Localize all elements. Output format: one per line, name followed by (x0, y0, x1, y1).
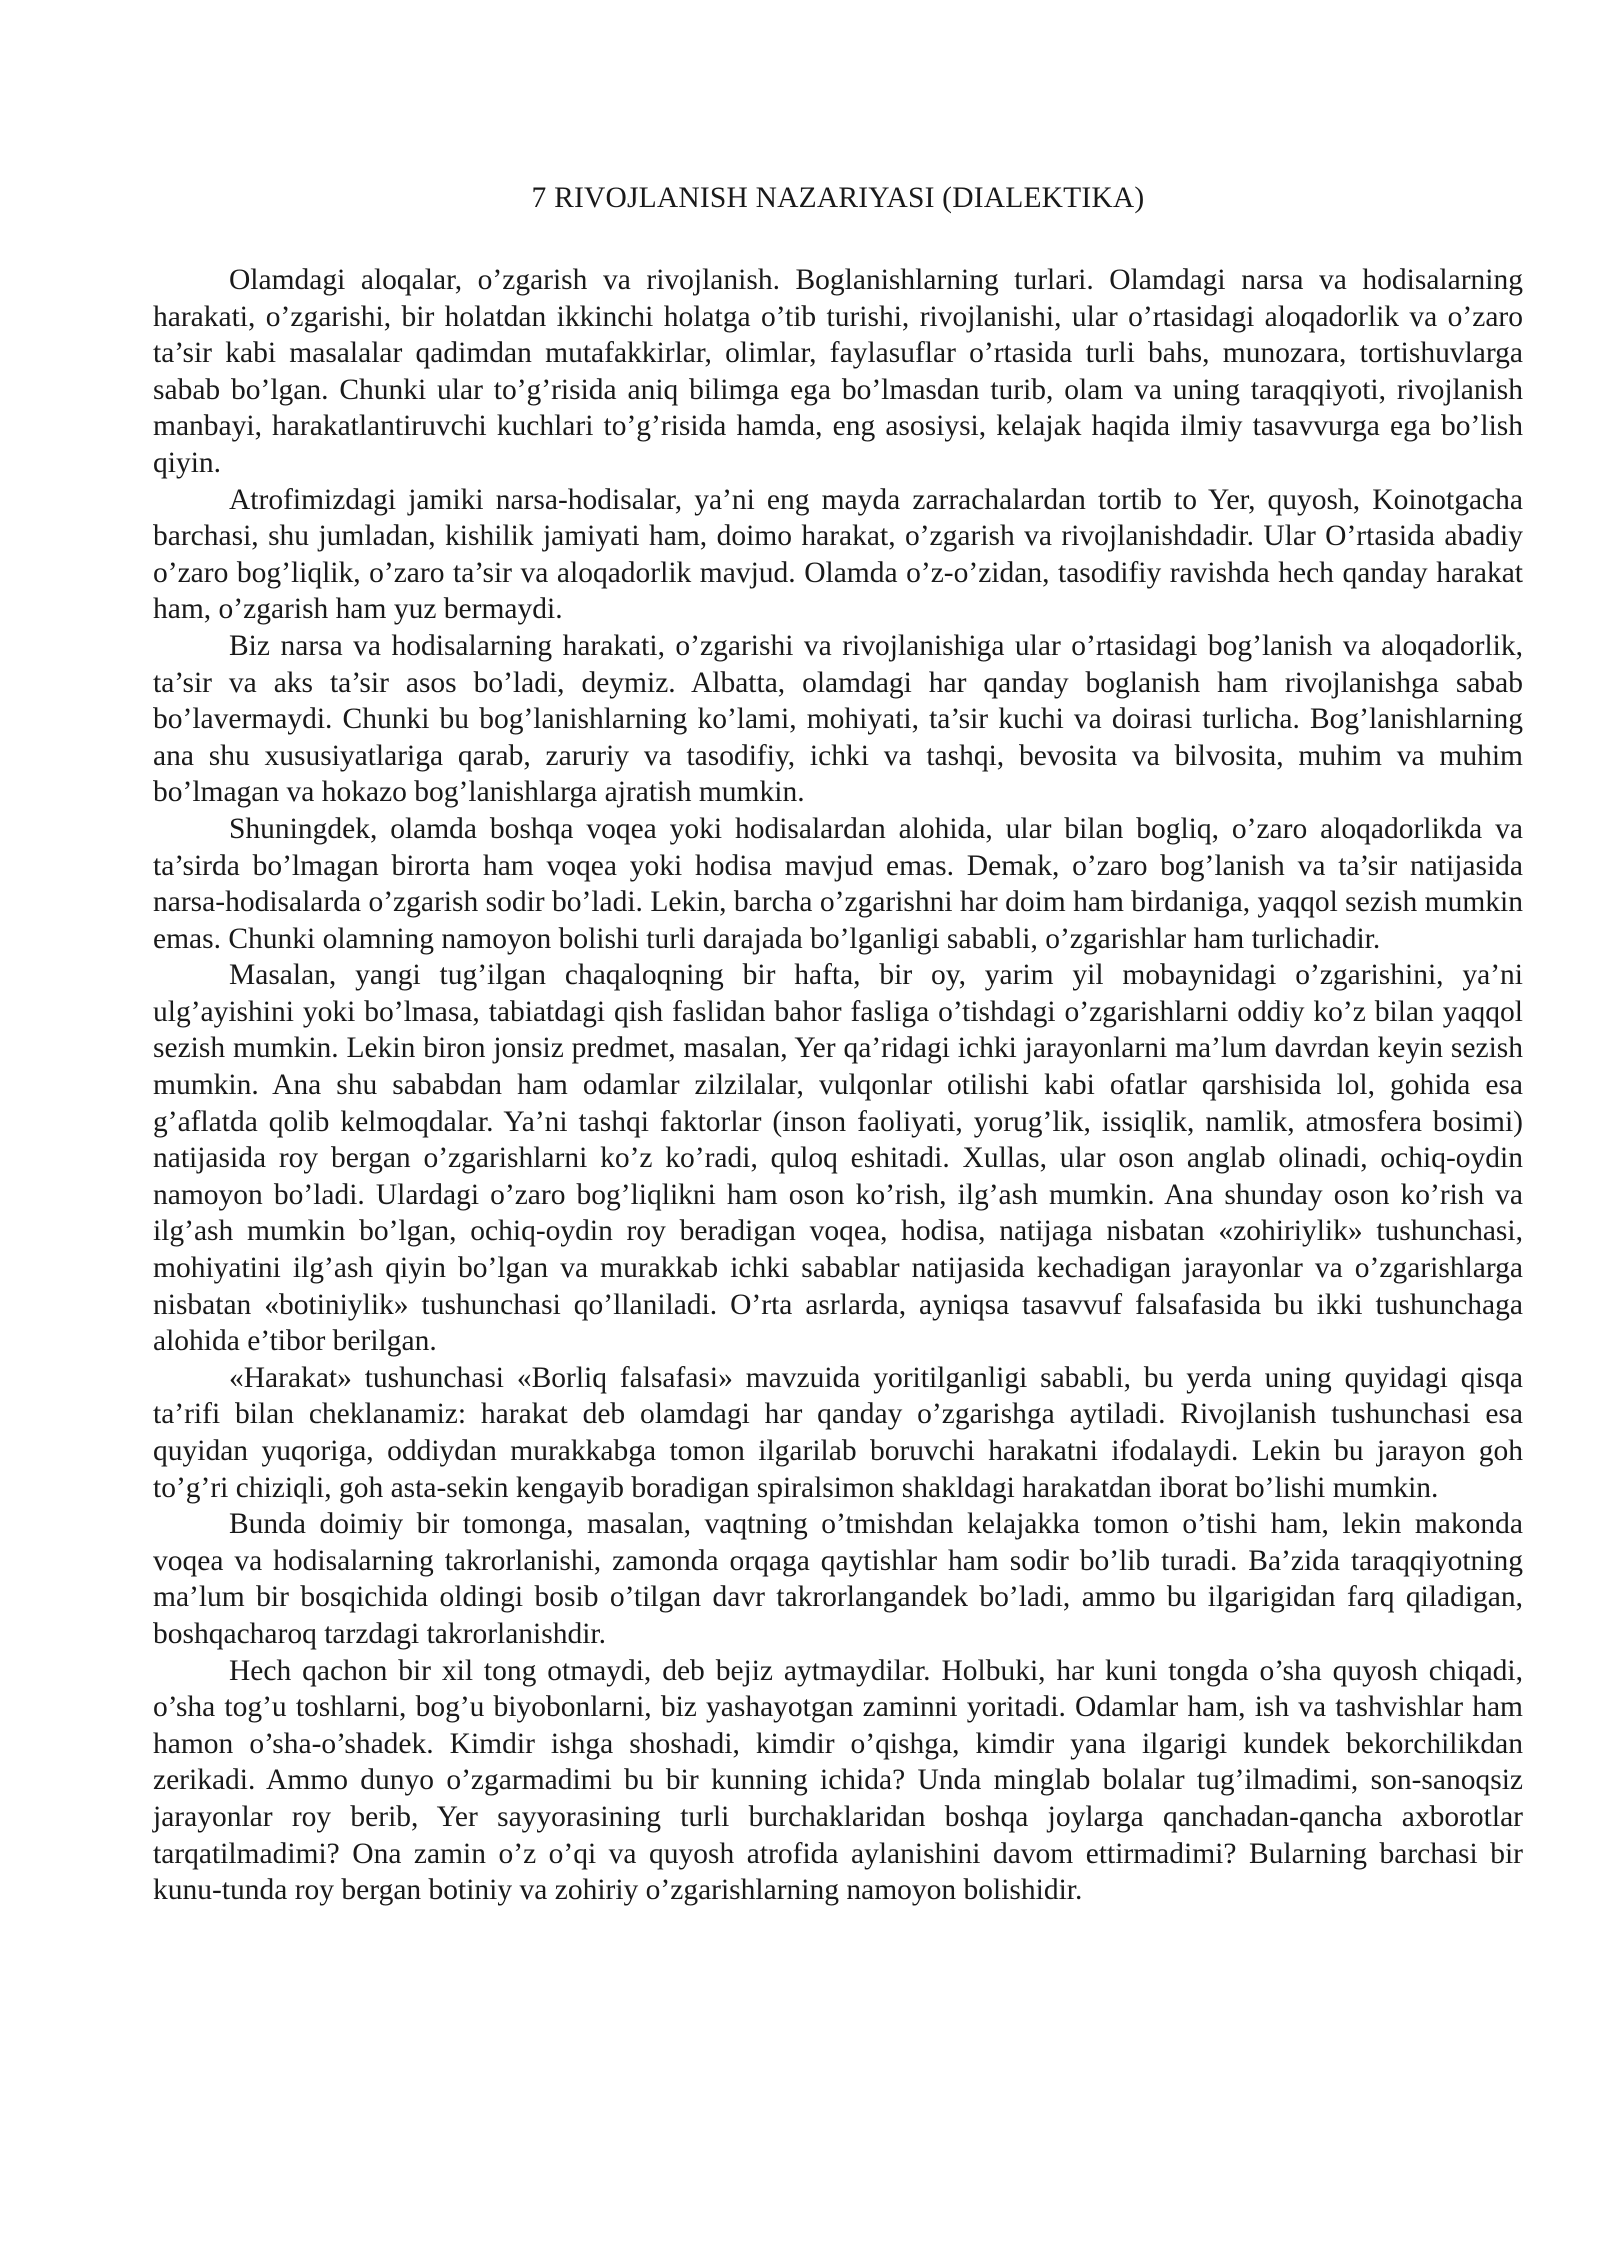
paragraph-2: Atrofimizdagi jamiki narsa-hodisalar, ya’ni eng mayda zarrachalardan tortib to Yer, quyosh, Koinotgacha barchasi, shu jumladan, kishilik jamiyati ham, doimo harakat, o’zgarish va rivojlanishdadir. Ular O’rtasida abadiy o’zaro bog’liqlik, o’zaro ta’sir va aloqadorlik mavjud. Olamda o’z-o’zidan, tasodifiy ravishda hech qanday harakat ham, o’zgarish ham yuz bermaydi. (153, 483, 1523, 626)
document-title: 7 RIVOJLANISH NAZARIYASI (DIALEKTIKA) (531, 182, 1145, 214)
paragraph-1: Olamdagi aloqalar, o’zgarish va rivojlanish. Boglanishlarning turlari. Olamdagi narsa va hodisalarning harakati, o’zgarishi, bir holatdan ikkinchi holatga o’tib turishi, rivojlanishi, ular o’rtasidagi aloqadorlik va o’zaro ta’sir kabi masalalar qadimdan mutafakkirlar, olimlar, faylasuflar o’rtasida turli bahs, munozara, tortishuvlarga sabab bo’lgan. Chunki ular to’g’risida aniq bilimga ega bo’lmasdan turib, olam va uning taraqqiyoti, rivojlanish manbayi, harakatlantiruvchi kuchlari to’g’risida hamda, eng asosiysi, kelajak haqida ilmiy tasavvurga ega bo’lish qiyin. (153, 264, 1523, 479)
paragraph-3: Biz narsa va hodisalarning harakati, o’zgarishi va rivojlanishiga ular o’rtasidagi bog’lanish va aloqadorlik, ta’sir va aks ta’sir asos bo’ladi, deymiz. Albatta, olamdagi har qanday boglanish ham rivojlanishga sabab bo’lavermaydi. Chunki bu bog’lanishlarning ko’lami, mohiyati, ta’sir kuchi va doirasi turlicha. Bog’lanishlarning ana shu xususiyatlariga qarab, zaruriy va tasodifiy, ichki va tashqi, bevosita va bilvosita, muhim va muhim bo’lmagan va hokazo bog’lanishlarga ajratish mumkin. (153, 629, 1523, 809)
document-page (153, 180, 1523, 1909)
paragraph-5: Masalan, yangi tug’ilgan chaqaloqning bir hafta, bir oy, yarim yil mobaynidagi o’zgarishini, ya’ni ulg’ayishini yoki bo’lmasa, tabiatdagi qish faslidan bahor fasliga o’tishdagi o’zgarishlarni oddiy ko’z bilan yaqqol sezish mumkin. Lekin biron jonsiz predmet, masalan, Yer qa’ridagi ichki jarayonlarni ma’lum davrdan keyin sezish mumkin. Ana shu sababdan ham odamlar zilzilalar, vulqonlar otilishi kabi ofatlar qarshisida lol, gohida esa g’aflatda qolib kelmoqdalar. Ya’ni tashqi faktorlar (inson faoliyati, yorug’lik, issiqlik, namlik, atmosfera bosimi) natijasida roy bergan o’zgarishlarni ko’z ko’radi, quloq eshitadi. Xullas, ular oson anglab olinadi, ochiq-oydin namoyon bo’ladi. Ulardagi o’zaro bog’liqlikni ham oson ko’rish, ilg’ash mumkin. Ana shunday oson ko’rish va ilg’ash mumkin bo’lgan, ochiq-oydin roy beradigan voqea, hodisa, natijaga nisbatan «zohiriylik» tushunchasi, mohiyatini ilg’ash qiyin bo’lgan va murakkab ichki sabablar natijasida kechadigan jarayonlar va o’zgarishlarga nisbatan «botiniylik» tushunchasi qo’llaniladi. O’rta asrlarda, ayniqsa tasavvuf falsafasida bu ikki tushunchaga alohida e’tibor berilgan. (153, 959, 1523, 1358)
paragraph-6: «Harakat» tushunchasi «Borliq falsafasi» mavzuida yoritilganligi sababli, bu yerda uning quyidagi qisqa ta’rifi bilan cheklanamiz: harakat deb olamdagi har qanday o’zgarishga aytiladi. Rivojlanish tushunchasi esa quyidan yuqoriga, oddiydan murakkabga tomon ilgarilab boruvchi harakatni ifodalaydi. Lekin bu jarayon goh to’g’ri chiziqli, goh asta-sekin kengayib boradigan spiralsimon shakldagi harakatdan iborat bo’lishi mumkin. (153, 1361, 1523, 1504)
paragraph-4: Shuningdek, olamda boshqa voqea yoki hodisalardan alohida, ular bilan bogliq, o’zaro aloqadorlikda va ta’sirda bo’lmagan birorta ham voqea yoki hodisa mavjud emas. Demak, o’zaro bog’lanish va ta’sir natijasida narsa-hodisalarda o’zgarish sodir bo’ladi. Lekin, barcha o’zgarishni har doim ham birdaniga, yaqqol sezish mumkin emas. Chunki olamning namoyon bolishi turli darajada bo’lganligi sababli, o’zgarishlar ham turlichadir. (153, 812, 1523, 955)
paragraph-7: Bunda doimiy bir tomonga, masalan, vaqtning o’tmishdan kelajakka tomon o’tishi ham, lekin makonda voqea va hodisalarning takrorlanishi, zamonda orqaga qaytishlar ham sodir bo’lib turadi. Ba’zida taraqqiyotning ma’lum bir bosqichida oldingi bosib o’tilgan davr takrorlangandek bo’ladi, ammo bu ilgarigidan farq qiladigan, boshqacharoq tarzdagi takrorlanishdir. (153, 1508, 1523, 1650)
paragraph-8: Hech qachon bir xil tong otmaydi, deb bejiz aytmaydilar. Holbuki, har kuni tongda o’sha quyosh chiqadi, o’sha tog’u toshlarni, bog’u biyobonlarni, biz yashayotgan zaminni yoritadi. Odamlar ham, ish va tashvishlar ham hamon o’sha-o’shadek. Kimdir ishga shoshadi, kimdir o’qishga, kimdir yana ilgarigi kundek bekorchilikdan zerikadi. Ammo dunyo o’zgarmadimi bu bir kunning ichida? Unda minglab bolalar tug’ilmadimi, son-sanoqsiz jarayonlar roy berib, Yer sayyorasining turli burchaklaridan boshqa joylarga qanchadan-qancha axborotlar tarqatilmadimi? Ona zamin o’z o’qi va quyosh atrofida aylanishini davom ettirmadimi? Bularning barchasi bir kunu-tunda roy bergan botiniy va zohiriy o’zgarishlarning namoyon bolishidir. (153, 1654, 1523, 1907)
